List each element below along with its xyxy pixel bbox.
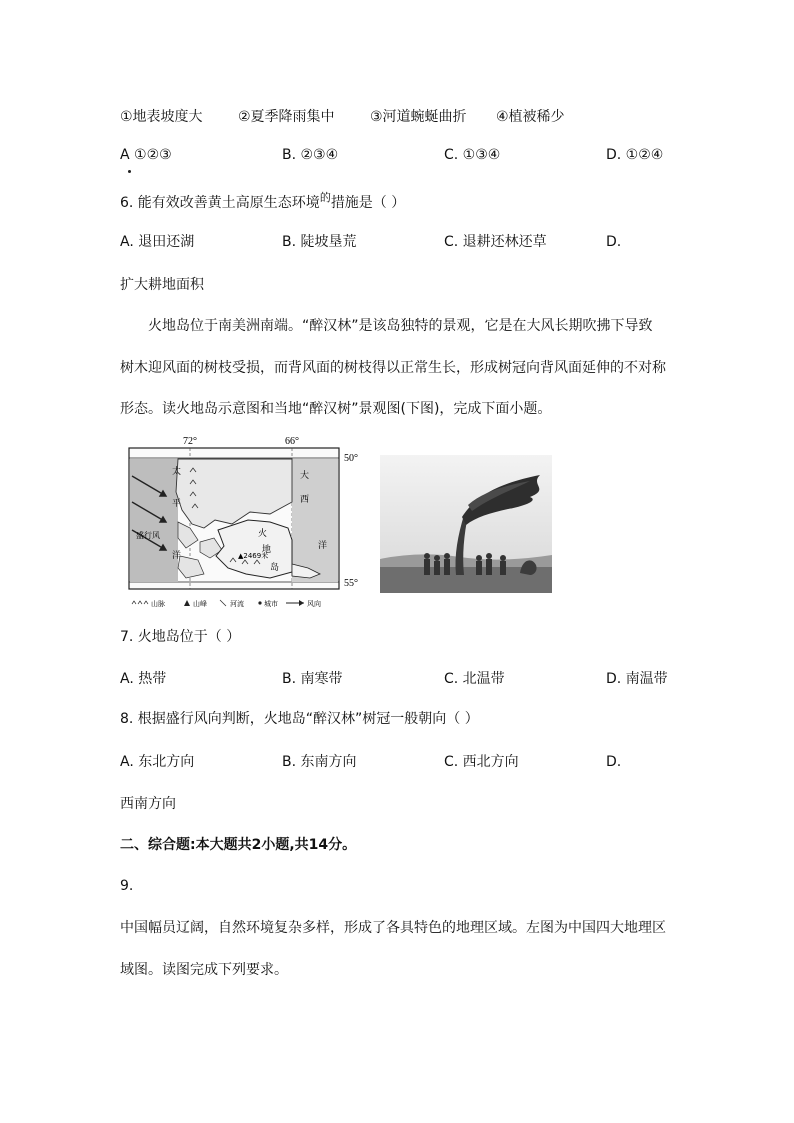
island-label-3: 岛 <box>270 563 280 573</box>
q5-factor-4: ④植被稀少 <box>496 109 565 125</box>
stray-dot <box>128 170 131 173</box>
q7-stem: 7. 火地岛位于（ ） <box>120 629 241 645</box>
q8-option-a: A. 东北方向 <box>120 754 195 770</box>
q5-option-c: C. ①③④ <box>444 147 501 163</box>
longitude-66-label: 66° <box>285 436 299 447</box>
q6-option-b: B. 陡坡垦荒 <box>282 234 357 250</box>
q8-option-d: D. <box>606 754 622 770</box>
legend-city: 城市 <box>264 600 278 608</box>
q8-option-b: B. 东南方向 <box>282 754 357 770</box>
q5-factor-3: ③河道蜿蜒曲折 <box>370 109 467 125</box>
pacific-label-1: 太 <box>172 467 182 477</box>
q5-option-a: A ①②③ <box>120 147 172 163</box>
section-heading: 二、综合题:本大题共2小题,共14分。 <box>120 837 357 853</box>
q9-number: 9. <box>120 878 134 894</box>
island-label-2: 地 <box>262 545 272 555</box>
peak-label: ▲2469米 <box>238 552 269 560</box>
tierra-del-fuego-map <box>120 432 380 612</box>
latitude-50-label: 50° <box>344 453 358 464</box>
atlantic-ocean-area <box>292 459 338 582</box>
island-label-1: 火 <box>258 529 268 539</box>
q7-option-a: A. 热带 <box>120 671 167 687</box>
map-legend <box>132 599 321 608</box>
q8-stem: 8. 根据盛行风向判断，火地岛“醉汉林”树冠一般朝向（ ） <box>120 711 479 727</box>
pacific-label-3: 洋 <box>172 551 182 561</box>
q7-option-b: B. 南寒带 <box>282 671 343 687</box>
legend-river: 河流 <box>230 600 244 608</box>
pacific-ocean-area <box>130 459 178 582</box>
legend-mountain: 山脉 <box>151 600 165 608</box>
q6-option-d: D. <box>606 234 622 250</box>
q8-option-d-text: 西南方向 <box>120 796 176 812</box>
passage-line-3: 形态。读火地岛示意图和当地“醉汉树”景观图(下图)，完成下面小题。 <box>120 401 552 417</box>
q6-option-c: C. 退耕还林还草 <box>444 234 547 250</box>
windswept-tree-photo <box>380 455 552 593</box>
longitude-72-label: 72° <box>183 436 197 447</box>
passage-line-1: 火地岛位于南美洲南端。“醉汉林”是该岛独特的景观，它是在大风长期吹拂下导致 <box>148 318 653 334</box>
q5-option-b: B. ②③④ <box>282 147 339 163</box>
q8-option-c: C. 西北方向 <box>444 754 519 770</box>
q6-stem-part-b: 措施是（ ） <box>330 195 406 211</box>
q5-option-d: D. ①②④ <box>606 147 664 163</box>
q7-option-c: C. 北温带 <box>444 671 505 687</box>
pacific-label-2: 平 <box>172 499 182 509</box>
q6-stem <box>120 193 405 214</box>
legend-peak: 山峰 <box>193 600 207 608</box>
q5-factor-2: ②夏季降雨集中 <box>238 109 335 125</box>
q6-option-a: A. 退田还湖 <box>120 234 195 250</box>
legend-wind: 风向 <box>307 600 321 608</box>
wind-label: 盛行风 <box>136 531 160 540</box>
q7-option-d: D. 南温带 <box>606 671 668 687</box>
q6-stem-part-a: 6. 能有效改善黄土高原生态环境 <box>120 195 320 211</box>
q5-factor-1: ①地表坡度大 <box>120 109 203 125</box>
atlantic-label-3: 洋 <box>318 541 328 551</box>
latitude-55-label: 55° <box>344 578 358 589</box>
q6-stem-superscript: 的 <box>319 191 331 204</box>
q6-option-d-text: 扩大耕地面积 <box>120 277 204 293</box>
q9-line-1: 中国幅员辽阔，自然环境复杂多样，形成了各具特色的地理区域。左图为中国四大地理区 <box>120 920 666 936</box>
passage-line-2: 树木迎风面的树枝受损，而背风面的树枝得以正常生长，形成树冠向背风面延伸的不对称 <box>120 360 666 376</box>
q9-line-2: 域图。读图完成下列要求。 <box>120 962 288 978</box>
atlantic-label-1: 大 <box>300 471 310 481</box>
atlantic-label-2: 西 <box>300 495 310 505</box>
